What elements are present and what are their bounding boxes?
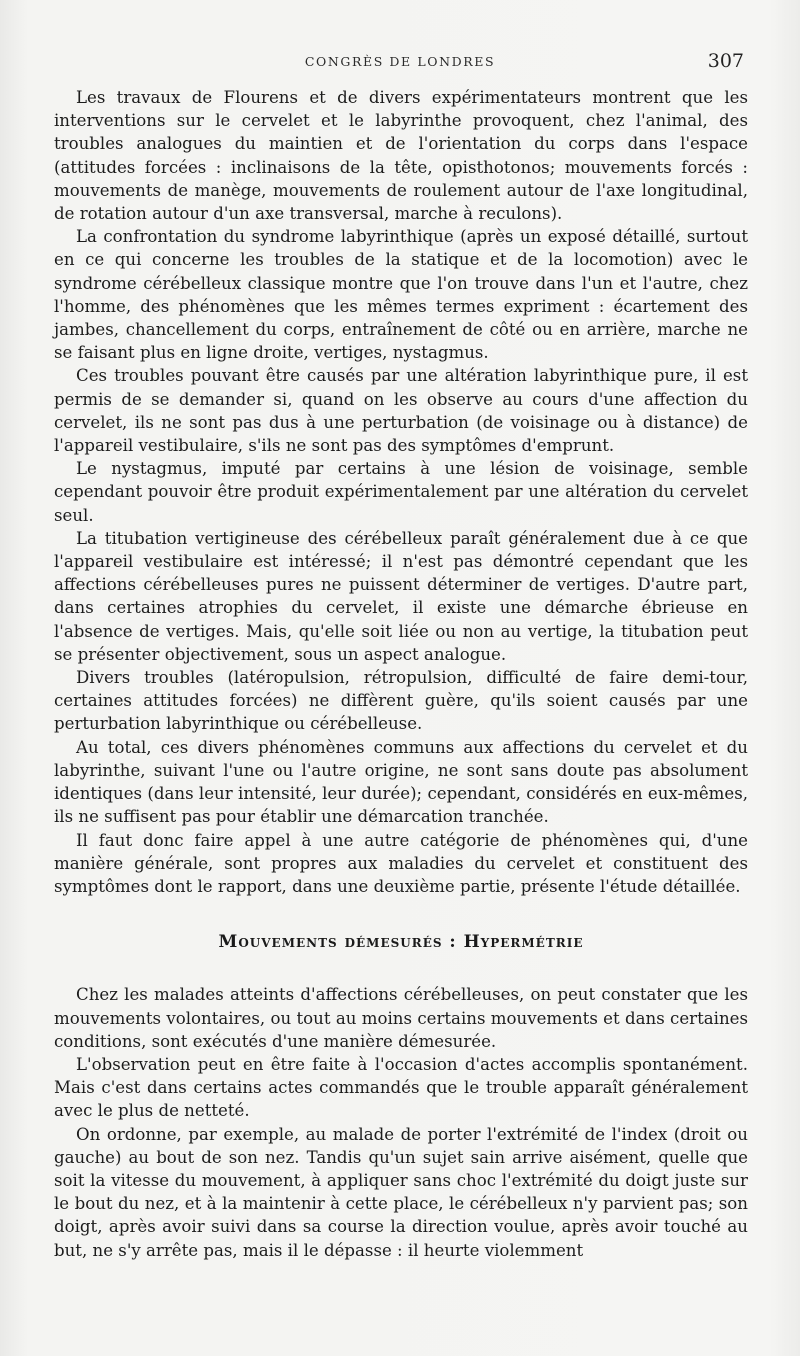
paragraph: Divers troubles (latéropulsion, rétropulsion, difficulté de faire demi-tour, certaines attitudes forcées) ne diffèrent guère, qu'ils soient causés par une perturbation labyrinthique ou cérébelleuse. [54,668,748,734]
paragraph: On ordonne, par exemple, au malade de porter l'extrémité de l'index (droit ou gauche) au bout de son nez. Tandis qu'un sujet sain arrive aisément, quelle que soit la vitesse du mouvement, à appliquer sans choc l'extrémité du doigt juste sur le bout du nez, et à la maintenir à cette place, le cérébelleux n'y parvient pas; son doigt, après avoir suivi dans sa course la direction voulue, après avoir touché au but, ne s'y arrête pas, mais il le dépasse : il heurte violemment [54,1124,748,1260]
running-head [0,50,800,72]
paragraph: Chez les malades atteints d'affections cérébelleuses, on peut constater que les mouvements volontaires, ou tout au moins certains mouvements et dans certaines conditions, sont exécutés d'une manière démesurée. [54,985,748,1051]
paragraph: Les travaux de Flourens et de divers expérimentateurs montrent que les interventions sur le cervelet et le labyrinthe provoquent, chez l'animal, des troubles analogues du maintien et de l'orientation du corps dans l'espace (attitudes forcées : inclinaisons de la tête, opisthotonos; mouvements forcés : mouvements de manège, mouvements de roulement autour de l'axe longitudinal, de rotation autour d'un axe transversal, marche à reculons). [54,88,748,224]
body-text [54,86,748,1262]
paragraph: Ces troubles pouvant être causés par une altération labyrinthique pure, il est permis de se demander si, quand on les observe au cours d'une affection du cervelet, ils ne sont pas dus à une perturbation (de voisinage ou à distance) de l'appareil vestibulaire, s'ils ne sont pas des symptômes d'emprunt. [54,366,748,456]
paragraph: L'observation peut en être faite à l'occasion d'actes accomplis spontanément. Mais c'est dans certains actes commandés que le trouble apparaît généralement avec le plus de netteté. [54,1054,748,1121]
paragraph: La titubation vertigineuse des cérébelleux paraît généralement due à ce que l'appareil vestibulaire est intéressé; il n'est pas démontré cependant que les affections cérébelleuses pures ne puissent déterminer de vertiges. D'autre part, dans certaines atrophies du cervelet, il existe une démarche ébrieuse en l'absence de vertiges. Mais, qu'elle soit liée ou non au vertige, la titubation peut se présenter objectivement, sous un aspect analogue. [54,528,748,664]
paragraph: Le nystagmus, imputé par certains à une lésion de voisinage, semble cependant pouvoir être produit expérimentalement par une altération du cervelet seul. [54,459,748,525]
paragraph: La confrontation du syndrome labyrinthique (après un exposé détaillé, surtout en ce qui concerne les troubles de la statique et de la locomotion) avec le syndrome cérébelleux classique montre que l'on trouve dans l'un et l'autre, chez l'homme, des phénomènes que les mêmes termes expriment : écartement des jambes, chancellement du corps, entraînement de côté ou en arrière, marche ne se faisant plus en ligne droite, vertiges, nystagmus. [54,227,748,363]
page-number: 307 [707,50,744,72]
running-title: CONGRÈS DE LONDRES [304,54,496,69]
paragraph: Il faut donc faire appel à une autre catégorie de phénomènes qui, d'une manière générale, sont propres aux maladies du cervelet et constituent des symptômes dont le rapport, dans une deuxième partie, présente l'étude détaillée. [54,830,748,896]
paragraph: Au total, ces divers phénomènes communs aux affections du cervelet et du labyrinthe, suivant l'une ou l'autre origine, ne sont sans doute pas absolument identiques (dans leur intensité, leur durée); cependant, considérés en eux-mêmes, ils ne suffisent pas pour établir une démarcation tranchée. [54,737,748,827]
section-heading: Mouvements démesurés : Hypermétrie [218,932,584,953]
